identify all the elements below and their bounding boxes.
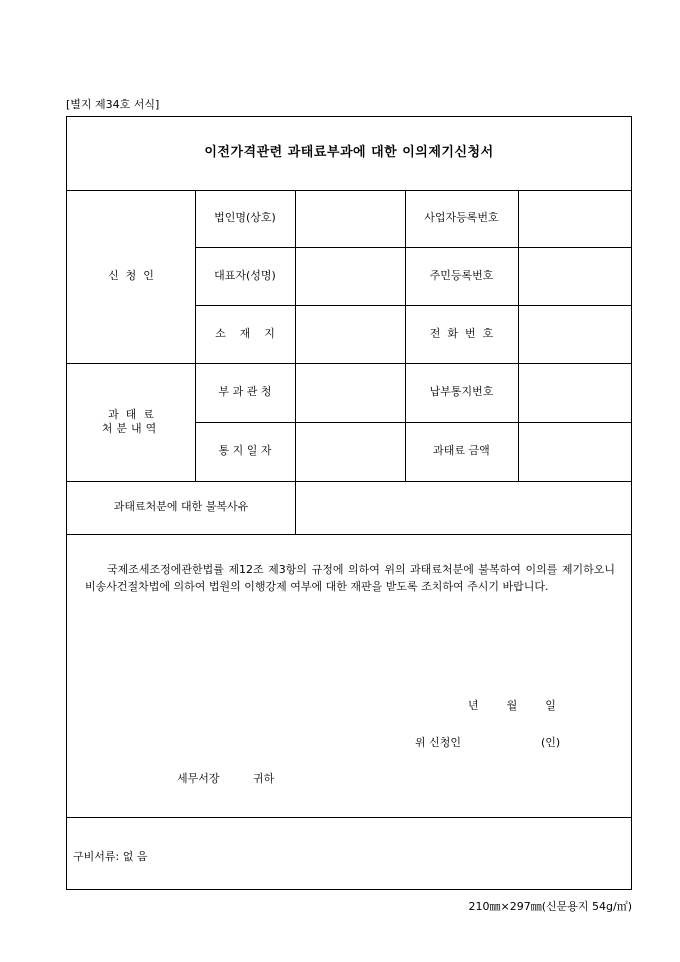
application-form [66,116,632,890]
phone-label: 전 화 번 호 [429,326,494,340]
resident-reg-no-field[interactable] [518,247,631,305]
penalty-section-label [67,363,195,481]
paper-spec: 210㎜×297㎜(신문용지 54g/㎡) [468,900,632,913]
address-field[interactable] [295,305,405,363]
notice-date-field[interactable] [295,422,405,481]
penalty-section-label-line2: 처분내역 [101,422,161,435]
seal-mark: (인) [541,736,561,749]
resident-reg-no-label: 주민등록번호 [429,268,494,282]
honorific-label: 귀하 [253,772,275,785]
biz-reg-no-field[interactable] [518,190,631,247]
imposing-office-field[interactable] [295,363,405,422]
penalty-amount-field[interactable] [518,422,631,481]
objection-reason-label: 과태료처분에 대한 불복사유 [113,500,249,514]
notice-date-label: 통 지 일 자 [218,444,272,458]
objection-reason-field[interactable] [295,481,631,534]
attachments-label: 구비서류: 없 음 [73,850,148,863]
company-name-label: 법인명(상호) [214,211,276,225]
penalty-section-label-line1: 과 태 료 [108,407,154,421]
applicant-section-label: 신 청 인 [108,269,154,283]
imposing-office-label: 부 과 관 청 [218,385,272,399]
form-title: 이전가격관련 과태료부과에 대한 이의제기신청서 [204,145,494,161]
penalty-amount-label: 과태료 금액 [433,444,490,458]
representative-label: 대표자(성명) [214,268,276,282]
date-line: 년 월 일 [468,699,556,712]
company-name-field[interactable] [295,190,405,247]
statement-text: 국제조세조정에관한법률 제12조 제3항의 규정에 의하여 위의 과태료처분에 불복하여 이의를 제기하오니 비송사건절차법에 의하여 법원의 이행강제 여부에 대한 재판을 받도록 조치하여 주시기 바랍니다. [85,563,615,593]
address-label: 소 재 지 [215,326,275,340]
form-label: [별지 제34호 서식] [66,98,160,111]
phone-field[interactable] [518,305,631,363]
addressee-label: 세무서장 [177,772,220,785]
payment-notice-no-field[interactable] [518,363,631,422]
representative-field[interactable] [295,247,405,305]
biz-reg-no-label: 사업자등록번호 [424,211,499,225]
applicant-sign-label: 위 신청인 [415,736,462,749]
payment-notice-no-label: 납부통지번호 [429,385,494,399]
